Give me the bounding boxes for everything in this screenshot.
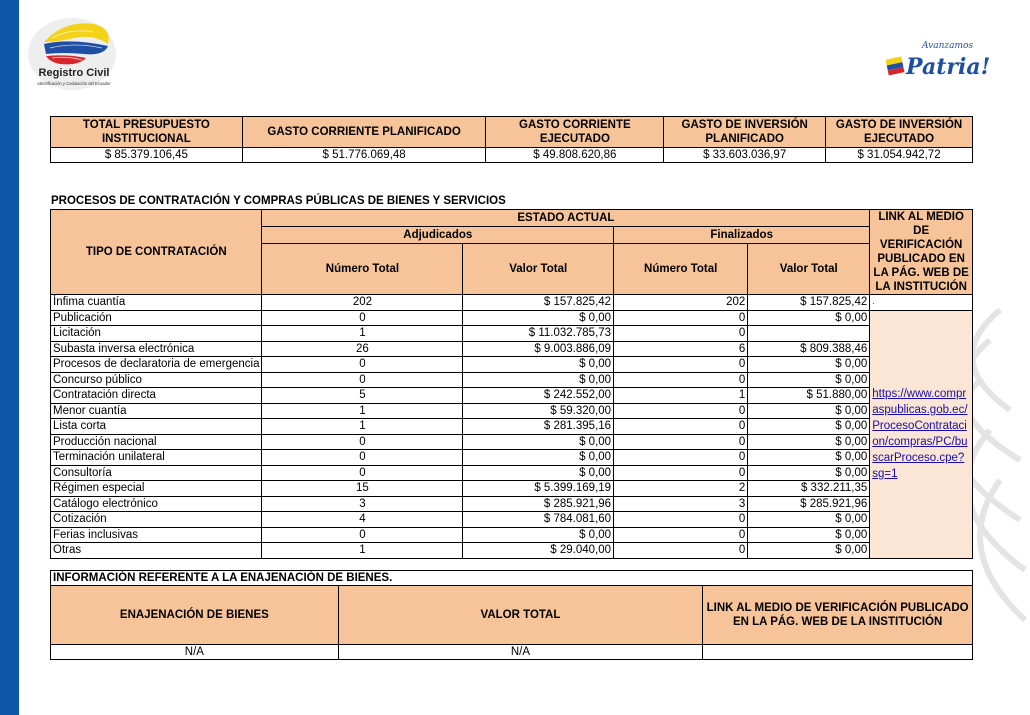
procurement-cell-tipo: Procesos de declaratoria de emergencia <box>51 357 262 373</box>
procurement-cell-fin-valor: $ 0,00 <box>748 403 870 419</box>
procurement-cell-tipo: Catálogo electrónico <box>51 496 262 512</box>
procurement-cell-fin-valor: $ 0,00 <box>748 450 870 466</box>
alienation-value-enajenacion: N/A <box>51 645 339 660</box>
procurement-cell-adj-numero: 1 <box>262 419 463 435</box>
table-row <box>51 295 973 311</box>
procurement-cell-adj-valor: $ 59.320,00 <box>463 403 614 419</box>
procurement-cell-fin-valor: $ 332.211,35 <box>748 481 870 497</box>
procurement-table <box>50 209 973 559</box>
procurement-cell-fin-valor: $ 0,00 <box>748 419 870 435</box>
procurement-cell-adj-numero: 5 <box>262 388 463 404</box>
procurement-cell-adj-numero: 3 <box>262 496 463 512</box>
procurement-cell-tipo: Publicación <box>51 310 262 326</box>
procurement-cell-fin-numero: 0 <box>614 512 748 528</box>
procurement-cell-adj-valor: $ 0,00 <box>463 372 614 388</box>
procurement-cell-adj-numero: 4 <box>262 512 463 528</box>
table-row <box>51 450 973 466</box>
procurement-header-adjudicados: Adjudicados <box>262 227 614 244</box>
procurement-cell-tipo: Subasta inversa electrónica <box>51 341 262 357</box>
budget-table <box>50 116 973 163</box>
procurement-cell-tipo: Otras <box>51 543 262 559</box>
alienation-value-link <box>703 645 973 660</box>
procurement-cell-adj-valor: $ 5.399.169,19 <box>463 481 614 497</box>
procurement-header-tipo: TIPO DE CONTRATACIÓN <box>51 210 262 295</box>
procurement-cell-adj-numero: 1 <box>262 403 463 419</box>
procurement-cell-adj-numero: 15 <box>262 481 463 497</box>
procurement-cell-tipo: Régimen especial <box>51 481 262 497</box>
budget-value-corriente-ejecutado: $ 49.808.620,86 <box>486 148 664 163</box>
procurement-cell-adj-valor: $ 0,00 <box>463 310 614 326</box>
table-row <box>51 403 973 419</box>
procurement-cell-fin-valor: $ 0,00 <box>748 543 870 559</box>
budget-value-inversion-planificado: $ 33.603.036,97 <box>664 148 826 163</box>
table-row <box>51 465 973 481</box>
procurement-cell-fin-numero: 0 <box>614 543 748 559</box>
alienation-header-enajenacion: ENAJENACIÓN DE BIENES <box>51 586 339 645</box>
budget-value-total: $ 85.379.106,45 <box>51 148 243 163</box>
procurement-cell-fin-numero: 0 <box>614 527 748 543</box>
procurement-cell-adj-valor: $ 0,00 <box>463 450 614 466</box>
procurement-cell-fin-numero: 0 <box>614 419 748 435</box>
budget-value-corriente-planificado: $ 51.776.069,48 <box>242 148 486 163</box>
table-row <box>51 326 973 342</box>
procurement-cell-fin-valor: $ 0,00 <box>748 434 870 450</box>
procurement-cell-fin-numero: 3 <box>614 496 748 512</box>
procurement-cell-adj-numero: 0 <box>262 357 463 373</box>
procurement-cell-adj-valor: $ 242.552,00 <box>463 388 614 404</box>
table-row <box>51 527 973 543</box>
procurement-cell-fin-numero: 0 <box>614 403 748 419</box>
procurement-cell-adj-numero: 0 <box>262 310 463 326</box>
table-row <box>51 496 973 512</box>
procurement-cell-tipo: Ínfima cuantía <box>51 295 262 311</box>
procurement-header-finalizados: Finalizados <box>614 227 870 244</box>
budget-header-inversion-ejecutado: GASTO DE INVERSIÓN EJECUTADO <box>826 117 973 148</box>
procurement-cell-adj-valor: $ 281.395,16 <box>463 419 614 435</box>
procurement-cell-adj-numero: 0 <box>262 527 463 543</box>
alienation-value-valor: N/A <box>338 645 703 660</box>
procurement-cell-adj-numero: 202 <box>262 295 463 311</box>
budget-header-corriente-ejecutado: GASTO CORRIENTE EJECUTADO <box>486 117 664 148</box>
procurement-cell-adj-valor: $ 157.825,42 <box>463 295 614 311</box>
alienation-header-link: LINK AL MEDIO DE VERIFICACIÓN PUBLICADO EN LA PÁG. WEB DE LA INSTITUCIÓN <box>703 586 973 645</box>
svg-text:Avanzamos: Avanzamos <box>922 41 974 51</box>
procurement-cell-first-link: . <box>870 295 973 311</box>
procurement-cell-tipo: Cotización <box>51 512 262 528</box>
procurement-cell-fin-valor: $ 285.921,96 <box>748 496 870 512</box>
procurement-section-title: PROCESOS DE CONTRATACIÓN Y COMPRAS PÚBLICAS DE BIENES Y SERVICIOS <box>51 195 506 207</box>
procurement-cell-adj-valor: $ 0,00 <box>463 527 614 543</box>
table-row <box>51 310 973 326</box>
procurement-cell-adj-valor: $ 285.921,96 <box>463 496 614 512</box>
procurement-cell-adj-valor: $ 29.040,00 <box>463 543 614 559</box>
procurement-cell-tipo: Consultoría <box>51 465 262 481</box>
procurement-cell-fin-numero: 6 <box>614 341 748 357</box>
procurement-cell-tipo: Menor cuantía <box>51 403 262 419</box>
procurement-cell-adj-numero: 1 <box>262 326 463 342</box>
procurement-cell-fin-numero: 0 <box>614 450 748 466</box>
budget-header-inversion-planificado: GASTO DE INVERSIÓN PLANIFICADO <box>664 117 826 148</box>
procurement-cell-fin-valor: $ 809.388,46 <box>748 341 870 357</box>
procurement-cell-adj-valor: $ 784.081,60 <box>463 512 614 528</box>
procurement-cell-fin-numero: 0 <box>614 310 748 326</box>
procurement-cell-fin-valor: $ 0,00 <box>748 527 870 543</box>
budget-header-total: TOTAL PRESUPUESTO INSTITUCIONAL <box>51 117 243 148</box>
avanzamos-patria-logo <box>884 36 991 82</box>
budget-header-corriente-planificado: GASTO CORRIENTE PLANIFICADO <box>242 117 486 148</box>
table-row <box>51 512 973 528</box>
table-row <box>51 357 973 373</box>
table-row <box>51 419 973 435</box>
table-row <box>51 388 973 404</box>
procurement-header-fin-numero: Número Total <box>614 244 748 295</box>
table-row <box>51 543 973 559</box>
procurement-cell-tipo: Lista corta <box>51 419 262 435</box>
procurement-cell-fin-numero: 1 <box>614 388 748 404</box>
procurement-cell-adj-valor: $ 0,00 <box>463 465 614 481</box>
procurement-cell-adj-valor: $ 0,00 <box>463 434 614 450</box>
procurement-cell-fin-valor: $ 51.880,00 <box>748 388 870 404</box>
procurement-cell-adj-valor: $ 0,00 <box>463 357 614 373</box>
procurement-cell-fin-numero: 0 <box>614 326 748 342</box>
procurement-cell-adj-numero: 0 <box>262 465 463 481</box>
procurement-cell-adj-numero: 0 <box>262 450 463 466</box>
procurement-cell-tipo: Contratación directa <box>51 388 262 404</box>
budget-value-inversion-ejecutado: $ 31.054.942,72 <box>826 148 973 163</box>
procurement-cell-tipo: Licitación <box>51 326 262 342</box>
procurement-cell-fin-numero: 0 <box>614 372 748 388</box>
procurement-cell-tipo: Ferias inclusivas <box>51 527 262 543</box>
procurement-header-estado: ESTADO ACTUAL <box>262 210 870 227</box>
compras-publicas-link[interactable]: https://www.compraspublicas.gob.ec/ProcesoContratacion/compras/PC/buscarProceso.cpe?sg=1 <box>872 388 968 480</box>
alienation-table <box>50 570 973 660</box>
table-row <box>51 434 973 450</box>
procurement-cell-tipo: Producción nacional <box>51 434 262 450</box>
procurement-cell-fin-valor: $ 0,00 <box>748 512 870 528</box>
procurement-cell-fin-valor: $ 0,00 <box>748 465 870 481</box>
procurement-cell-fin-numero: 0 <box>614 357 748 373</box>
left-blue-stripe <box>0 0 19 715</box>
procurement-cell-fin-valor <box>748 326 870 342</box>
procurement-cell-adj-valor: $ 9.003.886,09 <box>463 341 614 357</box>
svg-text:Identificación y Cedulación de: Identificación y Cedulación del Ecuador <box>37 81 111 86</box>
table-row <box>51 341 973 357</box>
procurement-cell-tipo: Terminación unilateral <box>51 450 262 466</box>
procurement-cell-adj-valor: $ 11.032.785,73 <box>463 326 614 342</box>
procurement-cell-fin-valor: $ 0,00 <box>748 372 870 388</box>
procurement-header-adj-numero: Número Total <box>262 244 463 295</box>
procurement-header-adj-valor: Valor Total <box>463 244 614 295</box>
alienation-section-title: INFORMACIÓN REFERENTE A LA ENAJENACIÓN DE BIENES. <box>51 571 973 586</box>
procurement-cell-adj-numero: 0 <box>262 372 463 388</box>
svg-text:Registro Civil: Registro Civil <box>38 67 110 79</box>
svg-text:Patria!: Patria! <box>906 54 991 80</box>
registro-civil-logo <box>24 14 124 98</box>
procurement-cell-fin-valor: $ 157.825,42 <box>748 295 870 311</box>
table-row <box>51 481 973 497</box>
procurement-cell-tipo: Concurso público <box>51 372 262 388</box>
procurement-header-fin-valor: Valor Total <box>748 244 870 295</box>
procurement-cell-adj-numero: 1 <box>262 543 463 559</box>
procurement-cell-fin-valor: $ 0,00 <box>748 357 870 373</box>
procurement-cell-adj-numero: 26 <box>262 341 463 357</box>
table-row <box>51 372 973 388</box>
procurement-cell-adj-numero: 0 <box>262 434 463 450</box>
alienation-header-valor: VALOR TOTAL <box>338 586 703 645</box>
procurement-verification-link-cell <box>870 310 973 558</box>
procurement-cell-fin-numero: 0 <box>614 465 748 481</box>
procurement-header-link: LINK AL MEDIO DE VERIFICACIÓN PUBLICADO EN LA PÁG. WEB DE LA INSTITUCIÓN <box>870 210 973 295</box>
procurement-cell-fin-numero: 2 <box>614 481 748 497</box>
procurement-cell-fin-valor: $ 0,00 <box>748 310 870 326</box>
procurement-cell-fin-numero: 202 <box>614 295 748 311</box>
procurement-cell-fin-numero: 0 <box>614 434 748 450</box>
